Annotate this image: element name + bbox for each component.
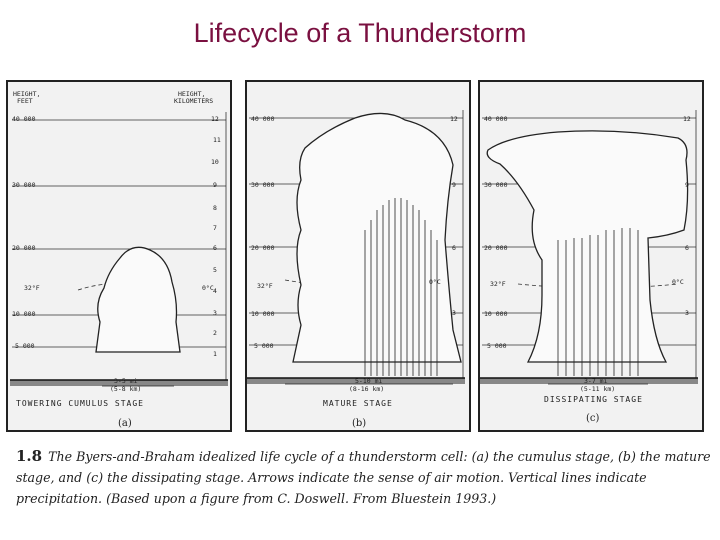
stage-label-a: TOWERING CUMULUS STAGE bbox=[16, 399, 144, 408]
figure-caption bbox=[16, 446, 716, 509]
tick-20000-b: 20 000 bbox=[251, 244, 275, 252]
tick-20000-c: 20 000 bbox=[484, 244, 508, 252]
km-3-c: 3 bbox=[685, 309, 689, 317]
km-9-c: 9 bbox=[685, 181, 689, 189]
caption-text: The Byers-and-Braham idealized life cycle of a thunderstorm cell: (a) the cumulus stage, (b) the mature stage, and (c) the dissipating stage. Arrows indicate the sense of air motion. Vertical lines indicate precipitation. (Based upon a figure from C. Doswell. From Bluestein 1993.) bbox=[16, 449, 711, 506]
freezing-f: 32°F bbox=[24, 284, 40, 292]
tick-40000: 40 000 bbox=[12, 115, 36, 123]
km-6-b: 6 bbox=[452, 244, 456, 252]
tick-30000: 30 000 bbox=[12, 181, 36, 189]
freezing-c-c: 0°C bbox=[672, 278, 684, 286]
tick-30000-b: 30 000 bbox=[251, 181, 275, 189]
slide-title: Lifecycle of a Thunderstorm bbox=[193, 18, 527, 48]
width-a-1: 3-5 mi bbox=[114, 377, 138, 385]
tick-30000-c: 30 000 bbox=[484, 181, 508, 189]
km-7: 7 bbox=[213, 224, 217, 232]
km-9-b: 9 bbox=[452, 181, 456, 189]
km-6-c: 6 bbox=[685, 244, 689, 252]
tick-5000-b: 5 000 bbox=[254, 342, 274, 350]
tick-40000-b: 40 000 bbox=[251, 115, 275, 123]
dissipating-diagram bbox=[478, 80, 704, 432]
panel-letter-b: (b) bbox=[352, 418, 367, 429]
panel-letter-c: (c) bbox=[586, 413, 600, 424]
width-c-1: 3-7 mi bbox=[584, 377, 608, 385]
km-6: 6 bbox=[213, 244, 217, 252]
left-axis-header-1: HEIGHT, bbox=[13, 90, 41, 98]
panel-a-labels bbox=[6, 80, 232, 432]
freezing-f-b: 32°F bbox=[257, 282, 273, 290]
right-axis-header-2: KILOMETERS bbox=[174, 97, 214, 105]
tick-5000-c: 5 000 bbox=[487, 342, 507, 350]
km-4: 4 bbox=[213, 287, 217, 295]
km-2: 2 bbox=[213, 329, 217, 337]
tick-10000: 10 000 bbox=[12, 310, 36, 318]
right-axis-header-1: HEIGHT, bbox=[178, 90, 206, 98]
width-b-1: 5-10 mi bbox=[355, 377, 383, 385]
stage-label-b: MATURE STAGE bbox=[323, 399, 393, 408]
freezing-f-c: 32°F bbox=[490, 280, 506, 288]
km-1: 1 bbox=[213, 350, 217, 358]
width-a-2: (5-8 km) bbox=[110, 385, 142, 393]
km-3-b: 3 bbox=[452, 309, 456, 317]
km-12-c: 12 bbox=[683, 115, 691, 123]
km-12: 12 bbox=[211, 115, 219, 123]
tick-40000-c: 40 000 bbox=[484, 115, 508, 123]
mature-diagram bbox=[245, 80, 471, 432]
km-3: 3 bbox=[213, 309, 217, 317]
stage-label-c: DISSIPATING STAGE bbox=[544, 395, 643, 404]
km-5: 5 bbox=[213, 266, 217, 274]
left-axis-header-2: FEET bbox=[17, 97, 33, 105]
km-12-b: 12 bbox=[450, 115, 458, 123]
km-9: 9 bbox=[213, 181, 217, 189]
tick-5000: 5 000 bbox=[15, 342, 35, 350]
freezing-c: 0°C bbox=[202, 284, 214, 292]
width-c-2: (5-11 km) bbox=[580, 385, 616, 393]
tick-10000-b: 10 000 bbox=[251, 310, 275, 318]
km-10: 10 bbox=[211, 158, 219, 166]
panel-letter-a: (a) bbox=[118, 418, 132, 429]
tick-10000-c: 10 000 bbox=[484, 310, 508, 318]
caption-number: 1.8 bbox=[16, 447, 43, 465]
km-11: 11 bbox=[213, 136, 221, 144]
freezing-c-b: 0°C bbox=[429, 278, 441, 286]
km-8: 8 bbox=[213, 204, 217, 212]
tick-20000: 20 000 bbox=[12, 244, 36, 252]
width-b-2: (8-16 km) bbox=[349, 385, 385, 393]
